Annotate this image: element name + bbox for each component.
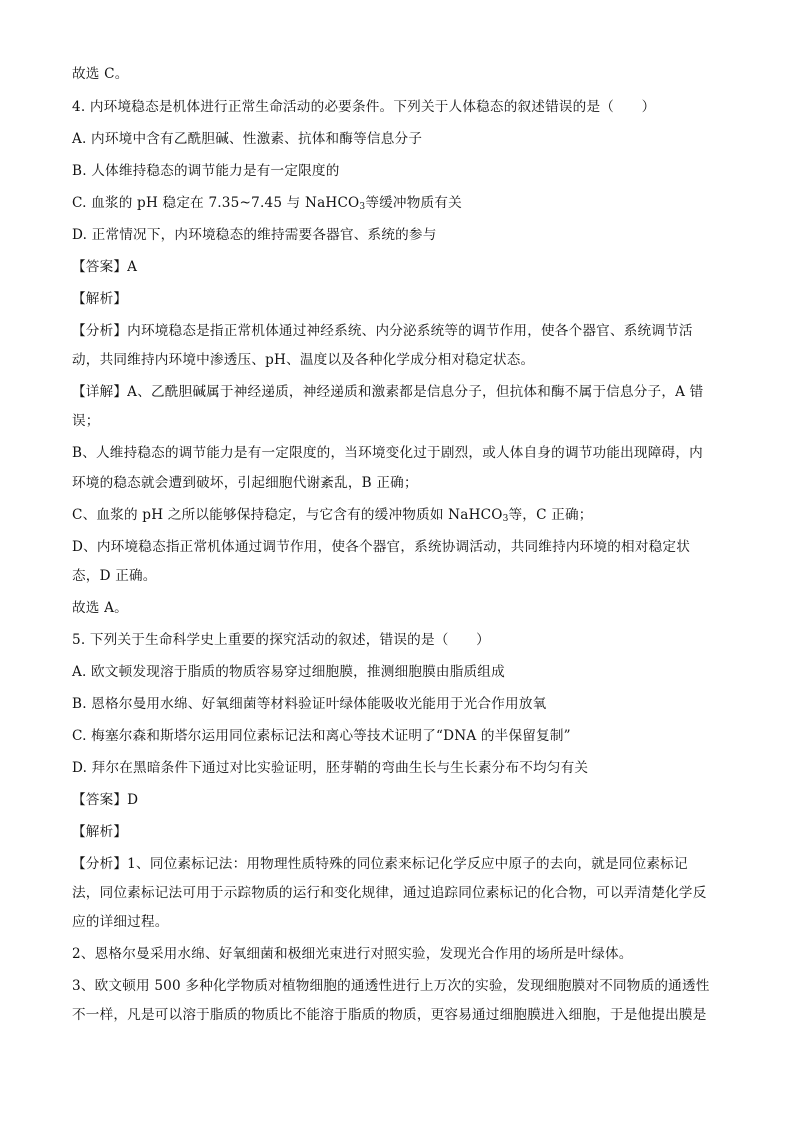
detail-line: 环境的稳态就会遭到破坏，引起细胞代谢紊乱，B 正确； [72, 475, 418, 491]
analysis-line: 动，共同维持内环境中渗透压、pH、温度以及各种化学成分相对稳定状态。 [72, 352, 535, 368]
question-4-option-a: A. 内环境中含有乙酰胆碱、性激素、抗体和酶等信息分子 [72, 131, 423, 147]
detail-line: D、内环境稳态指正常机体通过调节作用，使各个器官，系统协调活动，共同维持内环境的相对稳定状 [72, 539, 691, 555]
detail-c-tail: 等，C 正确； [508, 507, 593, 523]
analysis-line: 应的详细过程。 [72, 914, 169, 930]
detail-line: 态，D 正确。 [72, 568, 157, 584]
question-5-option-d: D. 拜尔在黑暗条件下通过对比实验证明，胚芽鞘的弯曲生长与生长素分布不均匀有关 [72, 760, 589, 776]
answer-label-q5: 【答案】D [72, 792, 139, 808]
option-c-text: C. 血浆的 pH 稳定在 7.35~7.45 与 NaHCO [72, 195, 360, 211]
question-4-option-d: D. 正常情况下，内环境稳态的维持需要各器官、系统的参与 [72, 227, 437, 243]
option-c-tail: 等缓冲物质有关 [365, 195, 462, 211]
analysis-line: 不一样，凡是可以溶于脂质的物质比不能溶于脂质的物质，更容易通过细胞膜进入细胞，于是他提出膜是 [72, 1007, 707, 1023]
detail-line [72, 505, 722, 525]
question-4-stem: 4. 内环境稳态是机体进行正常生命活动的必要条件。下列关于人体稳态的叙述错误的是（ ） [72, 99, 656, 115]
analysis-label-q5: 【解析】 [72, 824, 128, 840]
answer-label-q4: 【答案】A [72, 259, 138, 275]
detail-line: 【详解】A、乙酰胆碱属于神经递质，神经递质和激素都是信息分子，但抗体和酶不属于信息分子，A 错 [72, 384, 704, 400]
detail-c-text: C、血浆的 pH 之所以能够保持稳定，与它含有的缓冲物质如 NaHCO [72, 507, 503, 523]
question-4-option-c [72, 193, 722, 213]
analysis-line: 2、恩格尔曼采用水绵、好氧细菌和极细光束进行对照实验，发现光合作用的场所是叶绿体。 [72, 946, 633, 962]
text-line-conclusion-c: 故选 C。 [72, 66, 129, 82]
question-5-option-c: C. 梅塞尔森和斯塔尔运用同位素标记法和离心等技术证明了“DNA 的半保留复制” [72, 728, 571, 744]
analysis-line: 法，同位素标记法可用于示踪物质的运行和变化规律，通过追踪同位素标记的化合物，可以弄清楚化学反 [72, 885, 707, 901]
subscript-3: 3 [502, 514, 509, 524]
text-line-conclusion-a: 故选 A。 [72, 600, 128, 616]
question-5-option-b: B. 恩格尔曼用水绵、好氧细菌等材料验证叶绿体能吸收光能用于光合作用放氧 [72, 696, 547, 712]
analysis-line: 3、欧文顿用 500 多种化学物质对植物细胞的通透性进行上万次的实验，发现细胞膜对不同物质的通透性 [72, 978, 710, 994]
question-5-stem: 5. 下列关于生命科学史上重要的探究活动的叙述，错误的是（ ） [72, 632, 490, 648]
analysis-line: 【分析】内环境稳态是指正常机体通过神经系统、内分泌系统等的调节作用，使各个器官、系统调节活 [72, 323, 693, 339]
detail-line: 误； [72, 413, 100, 429]
subscript-3: 3 [359, 202, 366, 212]
question-5-option-a: A. 欧文顿发现溶于脂质的物质容易穿过细胞膜，推测细胞膜由脂质组成 [72, 664, 505, 680]
detail-line: B、人维持稳态的调节能力是有一定限度的，当环境变化过于剧烈，或人体自身的调节功能出现障碍，内 [72, 445, 703, 461]
analysis-line: 【分析】1、同位素标记法：用物理性质特殊的同位素来标记化学反应中原子的去向，就是同位素标记 [72, 856, 688, 872]
analysis-label-q4: 【解析】 [72, 291, 128, 307]
question-4-option-b: B. 人体维持稳态的调节能力是有一定限度的 [72, 163, 340, 179]
